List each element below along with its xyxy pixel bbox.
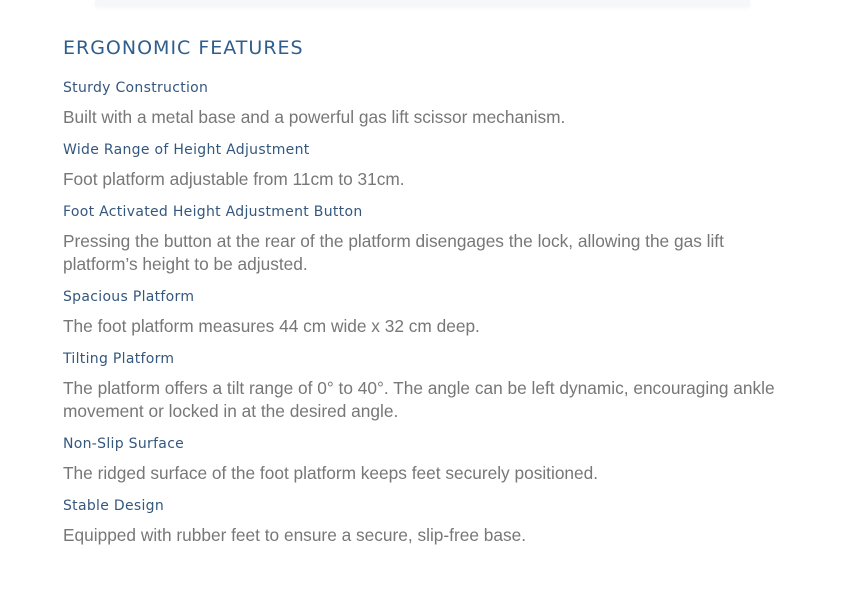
ergonomic-features-section — [63, 34, 783, 555]
feature-description: The ridged surface of the foot platform keeps feet securely positioned. — [63, 463, 599, 483]
feature-description: Foot platform adjustable from 11cm to 31cm. — [63, 169, 405, 189]
feature-description: Pressing the button at the rear of the platform disengages the lock, allowing the gas lift platform’s height to be adjusted. — [63, 231, 724, 274]
feature-item — [63, 346, 783, 423]
feature-item — [63, 199, 783, 276]
feature-item — [63, 137, 783, 191]
feature-description: Equipped with rubber feet to ensure a secure, slip-free base. — [63, 525, 527, 545]
feature-heading: Foot Activated Height Adjustment Button — [63, 204, 363, 220]
feature-description: Built with a metal base and a powerful gas lift scissor mechanism. — [63, 107, 566, 127]
feature-heading: Sturdy Construction — [63, 80, 209, 96]
feature-heading: Wide Range of Height Adjustment — [63, 142, 310, 158]
top-divider — [95, 0, 750, 6]
feature-heading: Spacious Platform — [63, 289, 195, 305]
feature-heading: Stable Design — [63, 498, 165, 514]
feature-item — [63, 493, 783, 547]
feature-heading: Non-Slip Surface — [63, 436, 185, 452]
feature-item — [63, 431, 783, 485]
feature-heading: Tilting Platform — [63, 351, 175, 367]
section-title: ERGONOMIC FEATURES — [63, 37, 304, 59]
feature-list — [63, 75, 783, 547]
feature-description: The foot platform measures 44 cm wide x 32 cm deep. — [63, 316, 480, 336]
feature-item — [63, 284, 783, 338]
feature-item — [63, 75, 783, 129]
feature-description: The platform offers a tilt range of 0° to 40°. The angle can be left dynamic, encouraging ankle movement or locked in at the desired angle. — [63, 378, 775, 421]
